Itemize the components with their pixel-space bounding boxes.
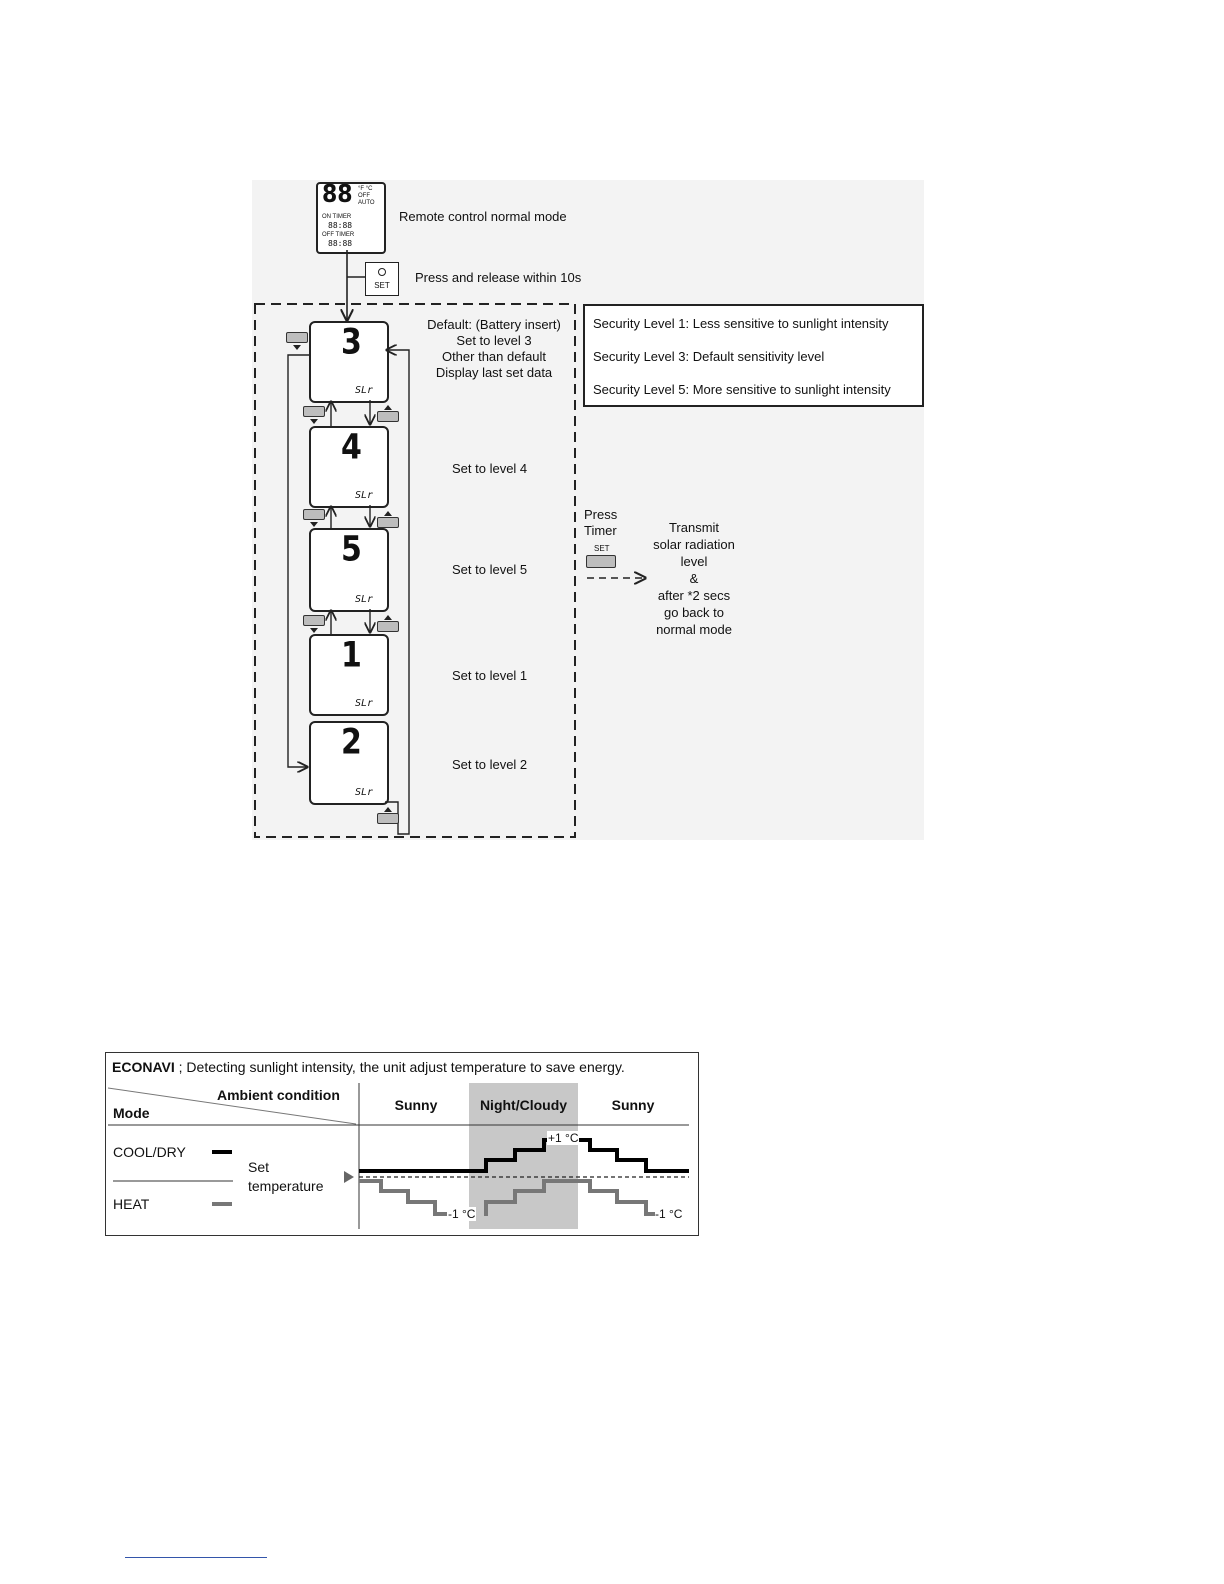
mode-heat: HEAT [113,1196,150,1212]
lcd-digit: 3 [341,322,362,363]
remote-on-timer: ON TIMER [322,214,352,220]
remote-mode-label: Remote control normal mode [399,209,567,224]
caption-level-4: Set to level 4 [452,461,528,476]
transmit-line: level [680,554,708,569]
heat-line [484,1181,655,1214]
econavi-title-bold: ECONAVI [112,1059,175,1075]
heat-minus-label-1: -1 °C [448,1207,476,1221]
remote-time-1: 88:88 [328,221,353,230]
set-button-label: SET [374,281,390,290]
lcd-digit: 4 [341,427,362,468]
set-button-caption: Press and release within 10s [415,270,582,285]
econavi-title-rest: ; Detecting sunlight intensity, the unit adjust temperature to save energy. [174,1059,625,1075]
set-temp-marker-icon [344,1171,354,1183]
col-sunny-1: Sunny [394,1097,438,1113]
set-temp-line: temperature [248,1178,324,1194]
lcd-code: SLr [355,490,374,501]
lcd-code: SLr [355,594,374,605]
press-timer-line: Timer [584,523,617,538]
caption-level-2: Set to level 2 [452,757,528,772]
transmit-line: Transmit [668,520,720,535]
transmit-line: go back to [664,605,724,620]
caption-level-5: Set to level 5 [452,562,528,577]
default-note-line: Other than default [441,349,547,364]
col-night-cloudy: Night/Cloudy [479,1097,568,1113]
transmit-line: & [689,571,699,586]
lcd-code: SLr [355,787,374,798]
lcd-digit: 1 [341,635,362,676]
security-level-1: Security Level 1: Less sensitive to sunlight intensity [593,316,889,331]
transmit-line: normal mode [656,622,732,637]
footnote-rule [125,1557,267,1558]
lcd-digit: 2 [341,722,362,763]
set-temp-line: Set [248,1159,270,1175]
mode-header: Mode [113,1105,150,1121]
transmit-line: after *2 secs [657,588,731,603]
remote-off-timer: OFF TIMER [322,232,355,238]
heat-line [359,1181,460,1214]
lcd-code: SLr [355,698,374,709]
default-note-line: Set to level 3 [456,333,532,348]
caption-level-1: Set to level 1 [452,668,528,683]
security-level-3: Security Level 3: Default sensitivity level [593,349,825,364]
default-note-line: Default: (Battery insert) [427,317,561,332]
transmit-line: solar radiation [653,537,735,552]
remote-icons: °F °C OFF AUTO [358,186,375,206]
ambient-header: Ambient condition [217,1087,340,1103]
lcd-digit: 5 [341,529,362,570]
cool-plus-label: +1 °C [548,1131,579,1145]
cool-dry-line [359,1140,689,1171]
remote-time-2: 88:88 [328,239,353,248]
lcd-code: SLr [355,385,374,396]
default-note-line: Display last set data [435,365,553,380]
header-diagonal [108,1088,356,1124]
remote-digits: 88 [322,180,353,209]
security-level-5: Security Level 5: More sensitive to sunlight intensity [593,382,891,397]
heat-minus-label-2: -1 °C [655,1207,683,1221]
mode-cool-dry: COOL/DRY [113,1144,186,1160]
col-sunny-2: Sunny [611,1097,655,1113]
press-timer-line: Press [584,507,618,522]
timer-set-label: SET [594,544,610,553]
